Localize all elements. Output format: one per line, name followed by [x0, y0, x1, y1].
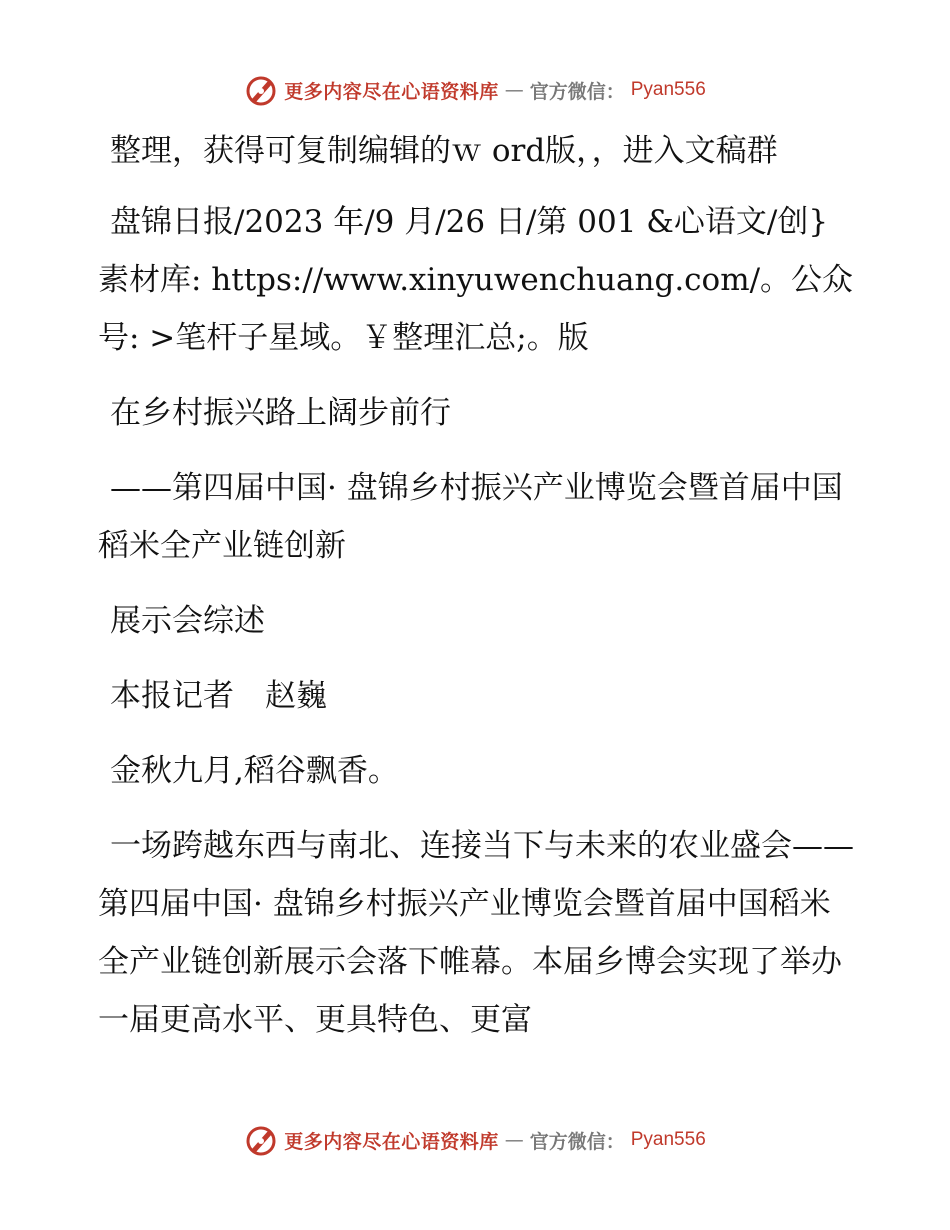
paragraph-body: 一场跨越东西与南北、连接当下与未来的农业盛会——第四届中国· 盘锦乡村振兴产业博览会暨首届中国稻米全产业链创新展示会落下帷幕。本届乡博会实现了举办一届更高水平、更具特色、更富	[98, 828, 854, 1038]
footer-watermark-banner	[0, 1120, 950, 1160]
article-byline: 本报记者 赵巍	[110, 678, 327, 714]
banner-separator: —	[504, 1129, 524, 1151]
article-subtitle-cont: 展示会综述	[110, 603, 265, 639]
brush-logo-icon	[244, 1123, 278, 1157]
document-body	[98, 122, 858, 1066]
paragraph-1: 整理，获得可复制编辑的ｗ ord版，，进入文稿群	[110, 133, 778, 169]
banner-main-text: 更多内容尽在心语资料库	[284, 80, 499, 103]
banner-wechat-id: Pyan556	[630, 1129, 706, 1150]
paragraph-2: 盘锦日报/2023 年/9 月/26 日/第 001 &心语文/创}素材库: https://www.xinyuwenchuang.com/。公众号: >笔杆子星域。￥整理汇总;。版	[98, 204, 854, 356]
article-title: 在乡村振兴路上阔步前行	[110, 395, 451, 431]
header-watermark-banner	[0, 70, 950, 110]
banner-separator: —	[504, 79, 524, 101]
banner-official-label: 官方微信：	[529, 80, 625, 103]
banner-main-text: 更多内容尽在心语资料库	[284, 1130, 499, 1153]
paragraph-lead: 金秋九月,稻谷飘香。	[110, 753, 399, 789]
banner-wechat-id: Pyan556	[630, 79, 706, 100]
banner-official-label: 官方微信：	[529, 1130, 625, 1153]
article-subtitle: ——第四届中国· 盘锦乡村振兴产业博览会暨首届中国稻米全产业链创新	[98, 470, 843, 564]
brush-logo-icon	[244, 73, 278, 107]
